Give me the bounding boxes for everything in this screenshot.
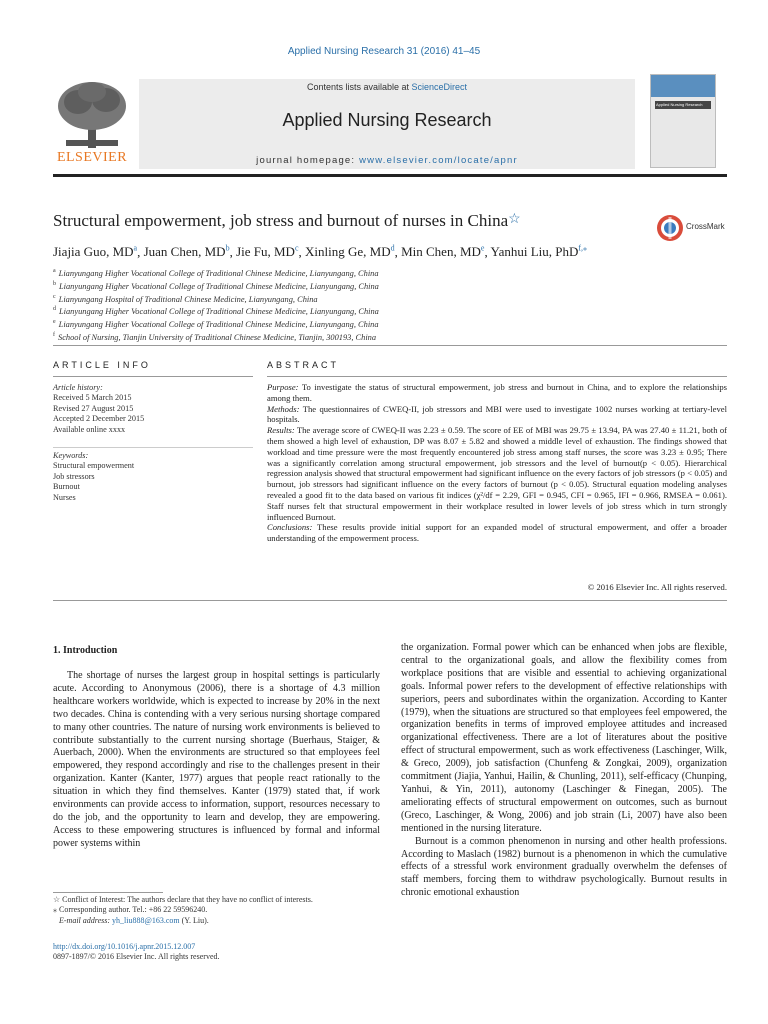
history-online: Available online xxxx	[53, 424, 126, 434]
email-link[interactable]: yh_liu888@163.com	[112, 915, 180, 925]
homepage-prefix: journal homepage:	[256, 155, 360, 166]
history-revised: Revised 27 August 2015	[53, 403, 134, 413]
body-column-left	[53, 670, 380, 851]
author-list: Jiajia Guo, $MD^a$, Juan Chen, $MD^b$, Jie Fu, $MD^c$, Xinling Ge, $MD^d$, Min Chen, MDe, Yanhui Liu, PhD$^{f,⁎}$	[53, 244, 588, 260]
affiliation-mark: d	[53, 306, 56, 313]
article-history	[53, 383, 253, 435]
keyword-item: Job stressors	[53, 471, 95, 481]
paper-title-text: Structural empowerment, job stress and burnout of nurses in China	[53, 211, 509, 230]
crossmark-badge[interactable]	[656, 214, 736, 242]
crossmark-icon	[656, 214, 684, 242]
affiliation	[53, 279, 379, 292]
keyword-item: Structural empowerment	[53, 461, 135, 471]
author-affiliation-mark[interactable]: e	[480, 244, 485, 253]
affiliation-text: Lianyungang Hospital of Traditional Chinese Medicine, Lianyungang, China	[58, 294, 318, 304]
author-name: Yanhui Liu, PhD	[490, 244, 579, 260]
affiliation	[53, 266, 379, 279]
intro-paragraph: The shortage of nurses the largest group in hospital settings is particularly acute. According to Anonymous (2006), there is a shortage of 4.3 million healthcare workers worldwide, which is expected to increase by 20% in the next two decades. China is contending with a very serious nursing shortage compared to many other countries. The nature of nursing work environments is believed to contribute substantially to the current nursing shortage (Buerhaus, Staiger, & Auerbach, 2000). When the environments are structured so that employees feel empowered, they respond accordingly and rise to the challenges present in their organization. Kanter (Kanter, 1977) argues that people react rationally to the situation in which they find themselves. Kanter (1979) stated that, if work environments can provide access to information, support, resources necessary to do the job, and the opportunity to learn and develop, they are empowering. Access to these empowering structures is influenced by formal and informal power systems within	[53, 670, 380, 849]
author-affiliation-mark[interactable]: f,⁎	[578, 244, 588, 253]
header-rule	[53, 174, 727, 177]
history-accepted: Accepted 2 December 2015	[53, 414, 145, 424]
journal-title: Applied Nursing Research	[282, 110, 492, 130]
article-info-heading: ARTICLE INFO	[53, 360, 151, 370]
email-label: E-mail address:	[59, 915, 113, 925]
affiliation-text: School of Nursing, Tianjin University of Traditional Chinese Medicine, Tianjin, 300193, China	[58, 332, 377, 342]
abstract-bottom-rule	[53, 600, 727, 601]
journal-reference[interactable]: Applied Nursing Research 31 (2016) 41–45	[287, 46, 481, 57]
history-label: Article history:	[53, 383, 103, 392]
affiliation-text: Lianyungang Higher Vocational College of Traditional Chinese Medicine, Lianyungang, China	[58, 319, 379, 329]
abstract-rule	[267, 376, 727, 377]
author-name: Juan Chen, MD	[143, 244, 226, 260]
email-suffix: (Y. Liu).	[179, 915, 209, 925]
footnotes	[53, 895, 383, 926]
abstract-body	[267, 382, 727, 544]
intro-paragraph: Burnout is a common phenomenon in nursing and other health professions. According to Maslach (1982) burnout is a phenomenon in which the cumulative effects of a stressful work environment gradually overwhelm the defenses of staff members, forcing them to withdraw psychologically. Burnout results in chronic emotional exhaustion	[401, 835, 727, 899]
affiliation	[53, 330, 379, 343]
affiliation-mark: c	[53, 293, 56, 300]
keywords-rule	[53, 447, 253, 448]
history-received: Received 5 March 2015	[53, 393, 132, 403]
methods-text: The questionnaires of CWEQ-II, job stressors and MBI were used to investigate 1002 nurses working at tertiary-level hospitals.	[267, 403, 727, 425]
author[interactable]	[305, 244, 395, 259]
author-affiliation-mark[interactable]: c	[294, 244, 299, 253]
author-affiliation-mark[interactable]: a	[133, 244, 138, 253]
paper-title	[53, 211, 521, 231]
author-name: Xinling Ge, MD	[305, 244, 391, 260]
info-rule	[53, 376, 253, 377]
affiliation-mark: f	[53, 331, 55, 338]
conclusions-text: These results provide initial support for an expanded model of structural empowerment, and offer a broader understanding of the empowerment process.	[267, 522, 727, 544]
author[interactable]	[144, 244, 230, 259]
author[interactable]	[491, 244, 588, 259]
abstract-conclusions	[267, 522, 727, 544]
purpose-label: Purpose:	[267, 382, 299, 392]
affiliation-text: Lianyungang Higher Vocational College of Traditional Chinese Medicine, Lianyungang, China	[59, 281, 379, 291]
abstract-heading: ABSTRACT	[267, 360, 340, 370]
section-rule	[53, 345, 727, 346]
abstract-results	[267, 425, 727, 522]
author[interactable]	[401, 244, 484, 259]
issn-line: 0897-1897/© 2016 Elsevier Inc. All rights reserved.	[53, 952, 220, 962]
journal-cover-thumbnail[interactable]	[650, 74, 716, 168]
doi-block	[53, 942, 383, 963]
author-name: Jie Fu, MD	[236, 244, 295, 260]
abstract-copyright: © 2016 Elsevier Inc. All rights reserved.	[587, 582, 727, 592]
footnote-email	[53, 916, 383, 926]
contents-line	[139, 82, 635, 92]
keywords-label: Keywords:	[53, 451, 89, 460]
affiliation-text: Lianyungang Higher Vocational College of Traditional Chinese Medicine, Lianyungang, China	[59, 307, 379, 317]
affiliation-mark: e	[53, 319, 56, 326]
author[interactable]	[236, 244, 298, 259]
keywords-block	[53, 451, 253, 503]
doi-link[interactable]: http://dx.doi.org/10.1016/j.apnr.2015.12.007	[53, 942, 196, 951]
affiliation	[53, 317, 379, 330]
purpose-text: To investigate the status of structural empowerment, job stress and burnout in China, and to explore the relationships among them.	[267, 382, 727, 403]
conclusions-label: Conclusions:	[267, 522, 313, 533]
author-name: Jiajia Guo, MD	[53, 244, 134, 260]
crossmark-label: CrossMark	[686, 222, 725, 231]
contents-prefix: Contents lists available at	[306, 82, 412, 92]
keyword-item: Nurses	[53, 492, 76, 502]
keyword-item: Burnout	[53, 482, 80, 492]
elsevier-wordmark: ELSEVIER	[56, 150, 128, 165]
affiliation-mark: a	[53, 268, 56, 274]
results-text: The average score of CWEQ-II was 2.23 ± 0.59. The score of EE of MBI was 29.75 ± 13.94, PA was 27.40 ± 11.21, both of them showed a high level of exhaustion, DP was 8.07 ± 5.82 and showed a middle level of exhaustion. The findings showed that workload and time pressure were the most frequently encountered job stress among staff nurses, the score was 3.23 ± 0.95; There was a significantly correlation among structural empowerment, job stressors and the level of burnout(p < 0.05). Hierarchical regression analysis showed that structural empowerment had significant influence on the every factors of job stressors (p < 0.05) and burnout, job stressors had significant influence on the every factors of burnout (p < 0.05). Structural equation modeling analyses revealed a good fit to the data based on various fit indices (χ²/df = 2.29, GFI = 0.945, CFI = 0.965, IFI = 0.966, RMSEA = 0.061). Staff nurses felt that structural empowerment in their workplace resulted in lower levels of job stress which in turn strongly influenced Burnout.	[267, 425, 727, 522]
results-label: Results:	[267, 425, 295, 436]
title-footnote-star[interactable]: ☆	[508, 212, 521, 227]
affiliation	[53, 304, 379, 317]
intro-paragraph-continued: the organization. Formal power which can be enhanced when jobs are flexible, central to the organizational goals, and allow the flexibility comes from workplace positions that are visible and essential to achieving organizational goals. Informal power refers to the development of effective relationships with superiors, peers and subordinates within the organization. According to Kanter (1979), when the situations are structured so that employees feel empowered, the organization benefits in terms of improved employee attitudes and increased organizational effectiveness. There are a lot of literatures about the positive effect of structural empowerment, such as work effectiveness (Laschinger, Wilk, & Greco, 2009), job satisfaction (Chunfeng & Zongkai, 2009), organization commitment (Jiajia, Yanhui, Hailin, & Chunling, 2011), self-efficacy (Chunping, Yanhui, & Yin, 2011), autonomy (Laschinger & Finegan, 2005). The ameliorating effects of structural empowerment on outcomes, such as burnout (Greco, Laschinger, & Wong, 2006) and job strain (Li, 2007) have also been mentioned in the nursing literature.	[401, 642, 727, 834]
cover-title: Applied Nursing Research	[656, 102, 703, 107]
author[interactable]	[53, 244, 137, 259]
footnote-corresponding: ⁎ Corresponding author. Tel.: +86 22 59596240.	[53, 905, 208, 915]
affiliation-list	[53, 266, 379, 343]
abstract-methods	[267, 404, 727, 426]
author-affiliation-mark[interactable]: b	[225, 244, 230, 253]
affiliation	[53, 292, 379, 305]
author-affiliation-mark[interactable]: d	[390, 244, 395, 253]
footnote-conflict: ☆ Conflict of Interest: The authors declare that they have no conflict of interests.	[53, 895, 313, 904]
introduction-heading: 1. Introduction	[53, 645, 118, 656]
affiliation-mark: b	[53, 280, 56, 287]
footnote-rule	[53, 892, 163, 893]
homepage-link[interactable]: www.elsevier.com/locate/apnr	[359, 155, 518, 166]
affiliation-text: Lianyungang Higher Vocational College of Traditional Chinese Medicine, Lianyungang, China	[58, 268, 379, 278]
body-column-right	[401, 642, 727, 900]
sciencedirect-link[interactable]: ScienceDirect	[411, 82, 468, 92]
author-name: Min Chen, MD	[401, 244, 481, 260]
journal-homepage-line	[139, 155, 635, 166]
abstract-purpose	[267, 382, 727, 404]
methods-label: Methods:	[267, 403, 300, 414]
cover-top-band	[651, 75, 715, 97]
